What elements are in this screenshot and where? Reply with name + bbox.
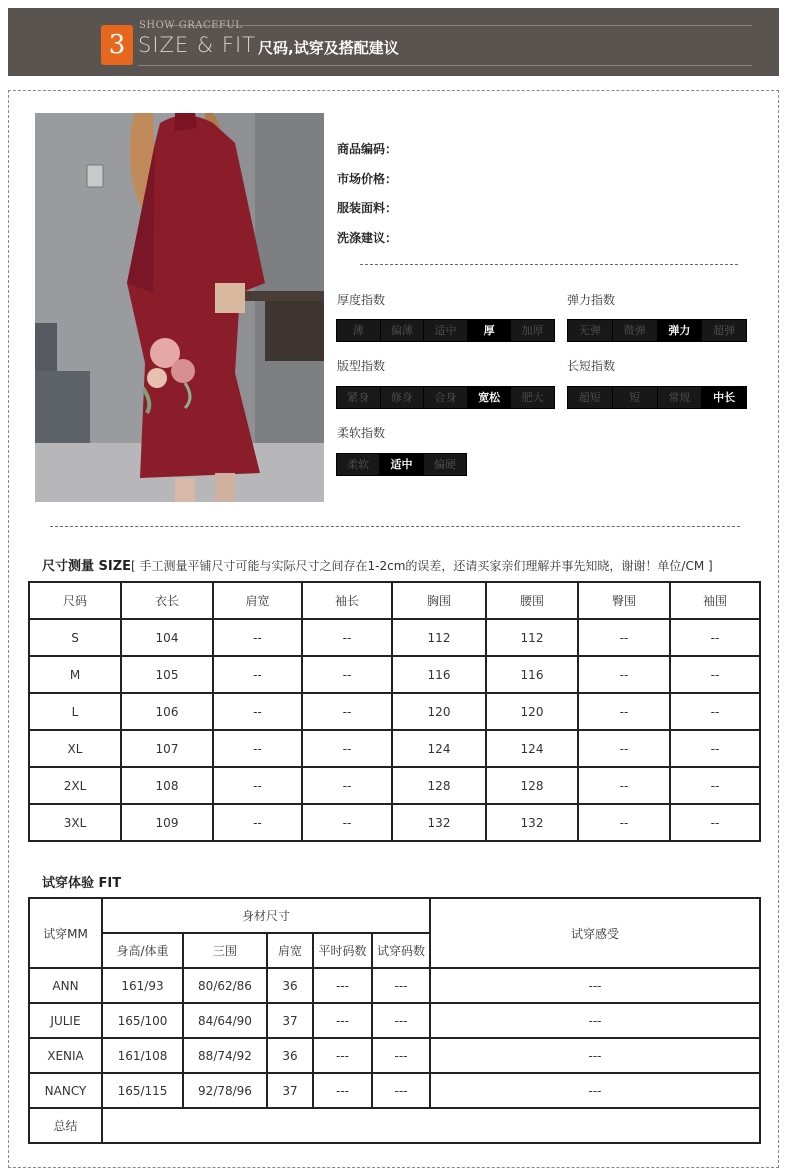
table-subheader-cell: 肩宽 xyxy=(267,933,313,968)
banner-line-top xyxy=(168,25,752,26)
table-row xyxy=(29,767,760,804)
table-cell: 132 xyxy=(486,804,578,841)
table-cell: 124 xyxy=(486,730,578,767)
elasticity-option: 超弹 xyxy=(702,320,746,341)
table-cell: XENIA xyxy=(29,1038,102,1073)
table-cell: JULIE xyxy=(29,1003,102,1038)
divider-dashed xyxy=(360,264,738,265)
thickness-index-title: 厚度指数 xyxy=(337,293,386,307)
table-cell: --- xyxy=(313,1038,372,1073)
table-cell: 161/93 xyxy=(102,968,183,1003)
table-cell: 2XL xyxy=(29,767,121,804)
table-cell: 116 xyxy=(392,656,486,693)
table-cell: -- xyxy=(578,730,670,767)
table-row xyxy=(29,730,760,767)
table-subheader-cell: 身高/体重 xyxy=(102,933,183,968)
length-option: 常规 xyxy=(658,387,702,408)
table-cell: 106 xyxy=(121,693,213,730)
thickness-option-selected: 厚 xyxy=(468,320,511,341)
table-header-cell: 衣长 xyxy=(121,582,213,619)
thickness-option: 加厚 xyxy=(511,320,554,341)
softness-option: 柔软 xyxy=(337,454,379,475)
thickness-scale xyxy=(336,319,555,342)
table-cell: -- xyxy=(578,619,670,656)
table-cell: -- xyxy=(670,804,760,841)
table-cell: 120 xyxy=(392,693,486,730)
length-option: 超短 xyxy=(568,387,612,408)
table-cell: --- xyxy=(430,968,760,1003)
table-cell: 92/78/96 xyxy=(183,1073,267,1108)
table-cell: L xyxy=(29,693,121,730)
table-cell: XL xyxy=(29,730,121,767)
table-cell: -- xyxy=(213,656,302,693)
table-cell: 112 xyxy=(392,619,486,656)
product-photo xyxy=(35,113,324,502)
table-cell: 105 xyxy=(121,656,213,693)
table-cell: -- xyxy=(213,767,302,804)
banner-size-fit: SIZE & FIT xyxy=(138,33,257,57)
product-price-label: 市场价格： xyxy=(337,171,398,186)
fit-option: 紧身 xyxy=(337,387,380,408)
table-cell: 80/62/86 xyxy=(183,968,267,1003)
thickness-option: 适中 xyxy=(424,320,467,341)
table-row xyxy=(29,1073,760,1108)
table-header-row xyxy=(29,582,760,619)
fit-scale xyxy=(336,386,555,409)
table-header-row xyxy=(29,898,760,933)
table-cell: 107 xyxy=(121,730,213,767)
table-cell: -- xyxy=(302,619,392,656)
thickness-option: 薄 xyxy=(337,320,380,341)
table-cell: -- xyxy=(213,693,302,730)
table-row xyxy=(29,804,760,841)
model-header-cell: 试穿MM xyxy=(29,898,102,968)
banner-show-text: SHOW GRACEFUL xyxy=(139,20,243,31)
table-cell: M xyxy=(29,656,121,693)
table-cell: ANN xyxy=(29,968,102,1003)
table-header-cell: 胸围 xyxy=(392,582,486,619)
softness-option: 偏硬 xyxy=(424,454,466,475)
table-cell: --- xyxy=(430,1003,760,1038)
table-cell: --- xyxy=(313,968,372,1003)
table-cell: 36 xyxy=(267,1038,313,1073)
table-cell: 3XL xyxy=(29,804,121,841)
table-cell: 109 xyxy=(121,804,213,841)
size-title-text: 尺寸测量 SIZE xyxy=(42,559,132,574)
table-cell: 36 xyxy=(267,968,313,1003)
fit-option: 肥大 xyxy=(511,387,554,408)
summary-row xyxy=(29,1108,760,1143)
product-code-label: 商品编码： xyxy=(337,142,398,156)
table-cell: -- xyxy=(670,693,760,730)
table-cell: -- xyxy=(578,804,670,841)
table-row xyxy=(29,656,760,693)
section-banner xyxy=(8,8,779,76)
table-subheader-cell: 三围 xyxy=(183,933,267,968)
table-cell: --- xyxy=(430,1073,760,1108)
table-cell: NANCY xyxy=(29,1073,102,1108)
table-cell: --- xyxy=(372,1003,430,1038)
table-cell: -- xyxy=(670,656,760,693)
table-cell: 165/100 xyxy=(102,1003,183,1038)
softness-option-selected: 适中 xyxy=(380,454,422,475)
elasticity-scale xyxy=(567,319,747,342)
table-header-cell: 袖长 xyxy=(302,582,392,619)
table-header-cell: 袖围 xyxy=(670,582,760,619)
table-cell: -- xyxy=(670,767,760,804)
table-cell: -- xyxy=(302,730,392,767)
table-cell: -- xyxy=(213,804,302,841)
size-section-title xyxy=(42,555,713,574)
size-note: [ 手工测量平铺尺寸可能与实际尺寸之间存在1-2cm的误差，还请买家亲们理解并事先知晓，谢谢！单位/CM ] xyxy=(131,559,713,573)
summary-value xyxy=(102,1108,760,1143)
fit-table xyxy=(28,897,761,1144)
table-row xyxy=(29,968,760,1003)
product-info xyxy=(337,140,397,258)
elasticity-option: 微弹 xyxy=(613,320,657,341)
fit-option-selected: 宽松 xyxy=(468,387,511,408)
table-cell: --- xyxy=(372,1038,430,1073)
table-cell: 120 xyxy=(486,693,578,730)
table-row xyxy=(29,619,760,656)
table-cell: --- xyxy=(430,1038,760,1073)
section-number-badge: 3 xyxy=(101,25,133,65)
table-cell: S xyxy=(29,619,121,656)
table-cell: -- xyxy=(302,693,392,730)
table-cell: 84/64/90 xyxy=(183,1003,267,1038)
thickness-option: 偏薄 xyxy=(381,320,424,341)
table-cell: 37 xyxy=(267,1073,313,1108)
fit-option: 合身 xyxy=(424,387,467,408)
table-header-cell: 腰围 xyxy=(486,582,578,619)
table-cell: 161/108 xyxy=(102,1038,183,1073)
table-header-cell: 臀围 xyxy=(578,582,670,619)
softness-scale xyxy=(336,453,467,476)
table-row xyxy=(29,1038,760,1073)
length-scale xyxy=(567,386,747,409)
table-cell: 112 xyxy=(486,619,578,656)
fit-option: 修身 xyxy=(381,387,424,408)
elasticity-option-selected: 弹力 xyxy=(658,320,702,341)
table-subheader-cell: 平时码数 xyxy=(313,933,372,968)
elasticity-index-title: 弹力指数 xyxy=(567,293,616,307)
summary-label: 总结 xyxy=(29,1108,102,1143)
banner-title-cn: 尺码,试穿及搭配建议 xyxy=(258,39,399,57)
table-row xyxy=(29,693,760,730)
table-cell: -- xyxy=(578,693,670,730)
fit-section-title: 试穿体验 FIT xyxy=(42,876,122,891)
table-cell: 88/74/92 xyxy=(183,1038,267,1073)
size-table xyxy=(28,581,761,842)
divider-dashed xyxy=(50,526,740,527)
table-cell: --- xyxy=(313,1003,372,1038)
table-cell: 128 xyxy=(392,767,486,804)
table-cell: -- xyxy=(670,619,760,656)
table-cell: --- xyxy=(372,968,430,1003)
table-cell: -- xyxy=(213,730,302,767)
table-cell: 104 xyxy=(121,619,213,656)
table-row xyxy=(29,1003,760,1038)
elasticity-option: 无弹 xyxy=(568,320,612,341)
table-cell: 165/115 xyxy=(102,1073,183,1108)
length-option: 短 xyxy=(613,387,657,408)
length-option-selected: 中长 xyxy=(702,387,746,408)
table-subheader-cell: 试穿码数 xyxy=(372,933,430,968)
table-cell: -- xyxy=(670,730,760,767)
table-cell: -- xyxy=(302,767,392,804)
product-wash-label: 洗涤建议： xyxy=(337,230,398,245)
banner-line-bottom xyxy=(138,65,752,66)
table-cell: -- xyxy=(302,656,392,693)
softness-index-title: 柔软指数 xyxy=(337,426,386,440)
table-cell: 124 xyxy=(392,730,486,767)
table-cell: --- xyxy=(372,1073,430,1108)
body-header-cell: 身材尺寸 xyxy=(102,898,430,933)
table-cell: 108 xyxy=(121,767,213,804)
table-header-cell: 肩宽 xyxy=(213,582,302,619)
table-cell: -- xyxy=(578,656,670,693)
length-index-title: 长短指数 xyxy=(567,359,616,373)
table-cell: 37 xyxy=(267,1003,313,1038)
table-cell: -- xyxy=(302,804,392,841)
table-cell: -- xyxy=(578,767,670,804)
table-cell: --- xyxy=(313,1073,372,1108)
table-header-cell: 尺码 xyxy=(29,582,121,619)
table-cell: 116 xyxy=(486,656,578,693)
product-fabric-label: 服装面料： xyxy=(337,201,398,215)
table-cell: 128 xyxy=(486,767,578,804)
fit-index-title: 版型指数 xyxy=(337,359,386,373)
table-cell: 132 xyxy=(392,804,486,841)
feel-header-cell: 试穿感受 xyxy=(430,898,760,968)
table-cell: -- xyxy=(213,619,302,656)
